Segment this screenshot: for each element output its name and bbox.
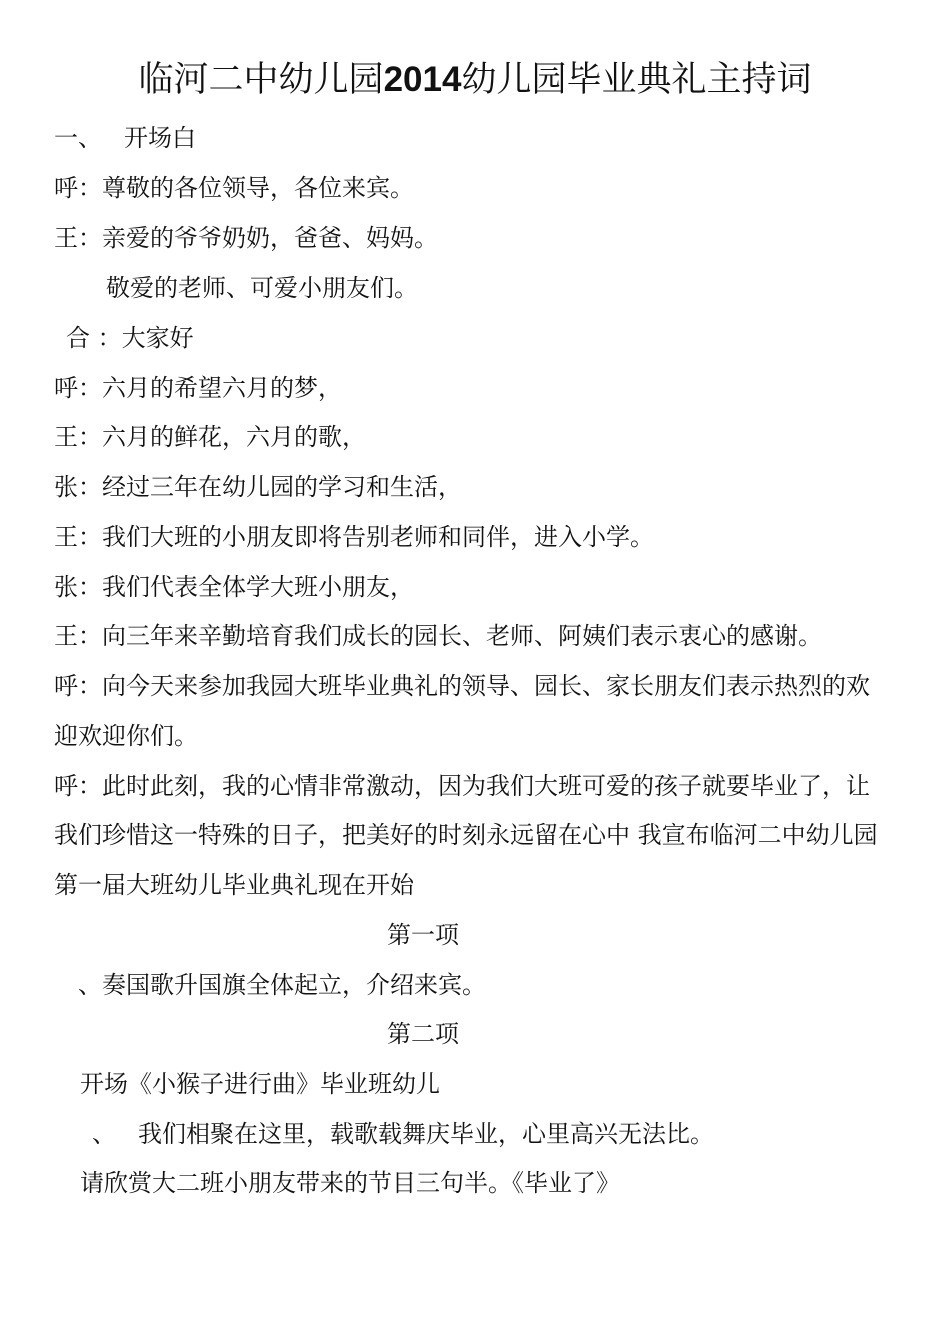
item-mark: 、 bbox=[92, 1120, 116, 1148]
script-line: 呼：尊敬的各位领导，各位来宾。 bbox=[54, 174, 414, 202]
script-line: 张：我们代表全体学大班小朋友， bbox=[54, 573, 414, 601]
item-text: 请欣赏大二班小朋友带来的节目三句半。《毕业了》 bbox=[80, 1169, 620, 1197]
title-event: 幼儿园毕业典礼主持词 bbox=[461, 60, 812, 100]
script-line: 第一届大班幼儿毕业典礼现在开始 bbox=[54, 871, 414, 899]
script-line: 王：向三年来辛勤培育我们成长的园长、老师、阿姨们表示衷心的感谢。 bbox=[54, 622, 822, 650]
document-title bbox=[0, 58, 950, 102]
script-line: 合 ：大家好 bbox=[66, 324, 194, 352]
title-school: 临河二中幼儿园 bbox=[138, 60, 384, 100]
item-text: 、奏国歌升国旗全体起立，介绍来宾。 bbox=[78, 971, 486, 999]
item-heading: 第二项 bbox=[387, 1020, 459, 1048]
script-line: 王：六月的鲜花，六月的歌， bbox=[54, 423, 366, 451]
script-line: 我们珍惜这一特殊的日子，把美好的时刻永远留在心中 我宣布临河二中幼儿园 bbox=[54, 821, 878, 849]
script-line: 呼：此时此刻，我的心情非常激动，因为我们大班可爱的孩子就要毕业了，让 bbox=[54, 772, 870, 800]
section-title: 开场白 bbox=[124, 124, 196, 152]
script-line: 呼：六月的希望六月的梦， bbox=[54, 374, 342, 402]
section-heading bbox=[54, 122, 196, 154]
item-heading: 第一项 bbox=[387, 921, 459, 949]
script-line: 张：经过三年在幼儿园的学习和生活， bbox=[54, 473, 462, 501]
script-line: 敬爱的老师、可爱小朋友们。 bbox=[106, 274, 418, 302]
item-text bbox=[92, 1118, 714, 1150]
script-line: 呼：向今天来参加我园大班毕业典礼的领导、园长、家长朋友们表示热烈的欢 bbox=[54, 672, 870, 700]
section-number: 一、 bbox=[54, 124, 102, 152]
script-line: 迎欢迎你们。 bbox=[54, 722, 198, 750]
item-text: 开场《小猴子进行曲》毕业班幼儿 bbox=[80, 1070, 440, 1098]
item-text-body: 我们相聚在这里，载歌载舞庆毕业，心里高兴无法比。 bbox=[138, 1120, 714, 1148]
script-line: 王：亲爱的爷爷奶奶，爸爸、妈妈。 bbox=[54, 224, 438, 252]
title-year: 2014 bbox=[383, 60, 462, 99]
script-line: 王：我们大班的小朋友即将告别老师和同伴，进入小学。 bbox=[54, 523, 654, 551]
